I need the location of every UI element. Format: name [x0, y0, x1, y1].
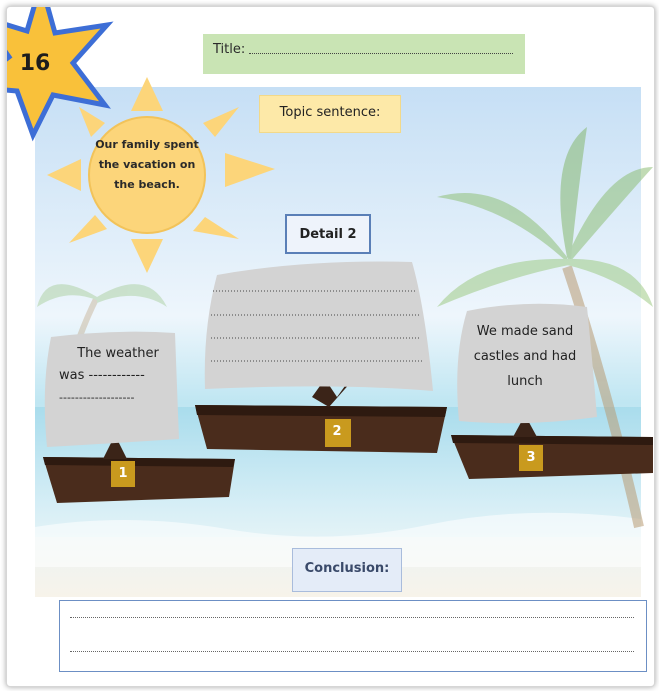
- sun-line: the vacation on: [98, 158, 196, 171]
- title-field[interactable]: [203, 34, 525, 74]
- boat-2-number: 2: [325, 419, 349, 445]
- conclusion-writing-area[interactable]: [59, 600, 647, 672]
- sail-1-line: -------------------: [59, 391, 135, 404]
- badge-number: 16: [19, 51, 51, 76]
- conclusion-label: Conclusion:: [292, 548, 402, 592]
- sail-1-text[interactable]: [59, 343, 177, 409]
- boat-2: [195, 262, 447, 453]
- sail-2: [205, 262, 433, 391]
- sail-3-line: We made sand: [476, 324, 574, 339]
- detail-2-label: Detail 2: [285, 214, 371, 254]
- topic-sentence-box: Topic sentence:: [259, 95, 401, 133]
- sail-1-line: The weather: [77, 346, 159, 361]
- sail-1-line: was ------------: [59, 368, 145, 383]
- sun-line: the beach.: [114, 178, 180, 191]
- sail-3-line: lunch: [507, 374, 543, 389]
- conclusion-line: [70, 651, 634, 652]
- worksheet-page: [6, 6, 655, 687]
- sun-text: [87, 135, 207, 195]
- sun-line: Our family spent: [95, 138, 199, 151]
- sail-3-text: [459, 319, 591, 394]
- boat-3-number: 3: [519, 445, 543, 471]
- sail-3-line: castles and had: [473, 349, 577, 364]
- title-label: Title:: [213, 42, 246, 57]
- conclusion-line: [70, 617, 634, 618]
- boat-1-number: 1: [111, 461, 135, 487]
- title-writing-line: [249, 53, 513, 54]
